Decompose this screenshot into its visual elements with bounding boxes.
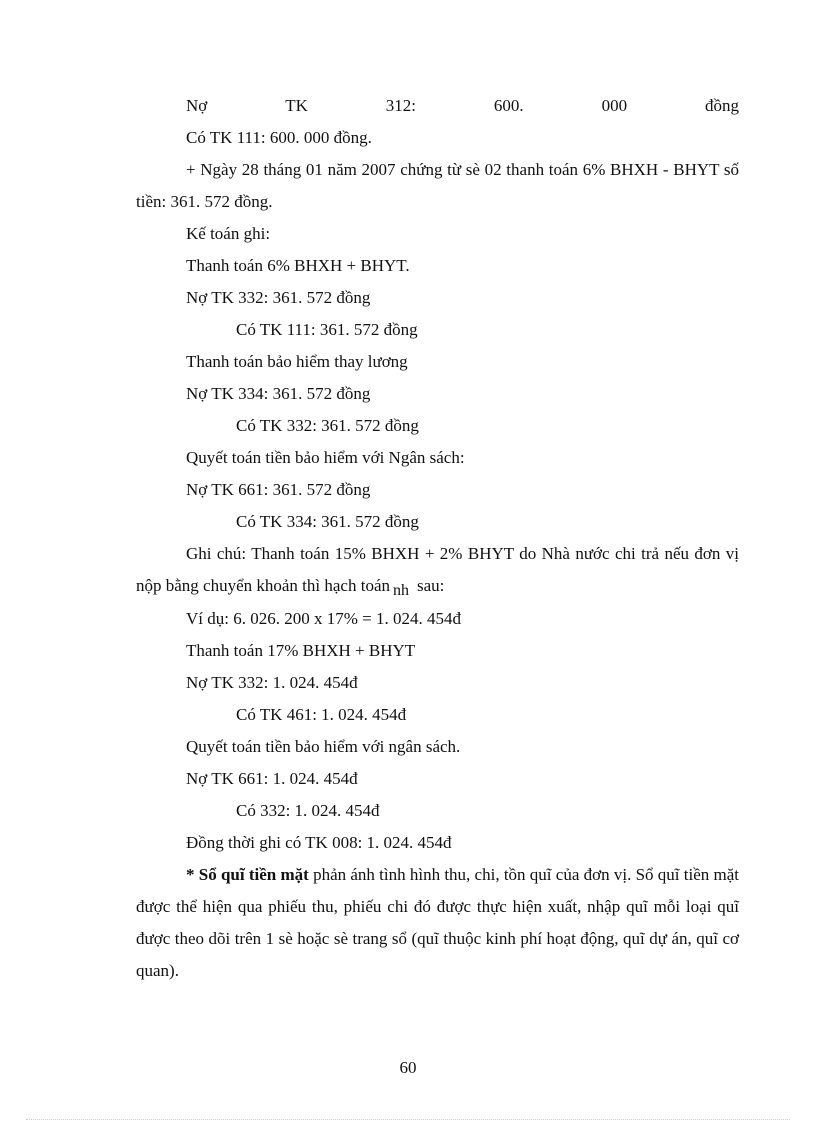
quyet-toan-1: Quyết toán tiền bảo hiểm với Ngân sách: (186, 448, 465, 467)
paragraph-ghi-chu (136, 538, 739, 603)
thanh-toan-6-percent: Thanh toán 6% BHXH + BHYT. (186, 256, 410, 275)
so-quy-text: phản ánh tình hình thu, chi, tồn quĩ của đơn vị. Sổ quĩ tiền mặt được thể hiện qua phiếu thu, phiếu chi đó được thực hiện xuất, nhập quĩ mỗi loại quĩ được theo dõi trên 1 sè hoặc sè trang sổ (quĩ thuộc kinh phí hoạt động, quĩ dự án, quĩ cơ quan). (136, 865, 740, 980)
entry-co-111: Có TK 111: 600. 000 đồng. (186, 128, 372, 147)
entry-co-332: Có TK 332: 361. 572 đồng (236, 416, 419, 435)
quyet-toan-2: Quyết toán tiền bảo hiểm với ngân sách. (186, 737, 461, 756)
ghi-chu-nh: nh (393, 582, 409, 599)
dong-thoi-ghi: Đồng thời ghi có TK 008: 1. 024. 454đ (186, 833, 452, 852)
thanh-toan-17-percent: Thanh toán 17% BHXH + BHYT (186, 641, 416, 660)
page-number: 60 (399, 1058, 417, 1077)
paragraph-so-quy (136, 859, 739, 987)
word: 600. (493, 96, 524, 115)
entry-co-334: Có TK 334: 361. 572 đồng (236, 512, 419, 531)
entry-no-661: Nợ TK 661: 361. 572 đồng (186, 480, 371, 499)
entry-co-111-b: Có TK 111: 361. 572 đồng (236, 320, 418, 339)
entry-no-332-b: Nợ TK 332: 1. 024. 454đ (186, 673, 358, 692)
word: Nợ (186, 96, 208, 115)
ghi-chu-tail: sau: (417, 576, 445, 595)
word: 000 (601, 96, 628, 115)
entry-no-332: Nợ TK 332: 361. 572 đồng (186, 288, 371, 307)
word: TK (285, 96, 308, 115)
entry-co-461: Có TK 461: 1. 024. 454đ (236, 705, 407, 724)
paragraph-ngay-28: + Ngày 28 tháng 01 năm 2007 chứng từ sè 02 thanh toán 6% BHXH - BHYT số tiền: 361. 572 đồng. (136, 160, 739, 211)
thanh-toan-bao-hiem: Thanh toán bảo hiểm thay lương (186, 352, 408, 371)
ghi-chu-text: Ghi chú: Thanh toán 15% BHXH + 2% BHYT do Nhà nước chi trả nếu đơn vị nộp bằng chuyển khoản thì hạch toán (136, 544, 739, 595)
word: 312: (385, 96, 416, 115)
entry-no-661-b: Nợ TK 661: 1. 024. 454đ (186, 769, 358, 788)
entry-no-334: Nợ TK 334: 361. 572 đồng (186, 384, 371, 403)
word: đồng (704, 96, 739, 115)
footer-divider (26, 1119, 790, 1120)
ke-toan-ghi: Kế toán ghi: (186, 224, 271, 243)
entry-no-312 (136, 90, 739, 122)
vi-du: Ví dụ: 6. 026. 200 x 17% = 1. 024. 454đ (186, 609, 461, 628)
entry-co-332-b: Có 332: 1. 024. 454đ (236, 801, 380, 820)
so-quy-heading: * Sổ quĩ tiền mặt (186, 865, 309, 884)
body-text (136, 90, 739, 987)
